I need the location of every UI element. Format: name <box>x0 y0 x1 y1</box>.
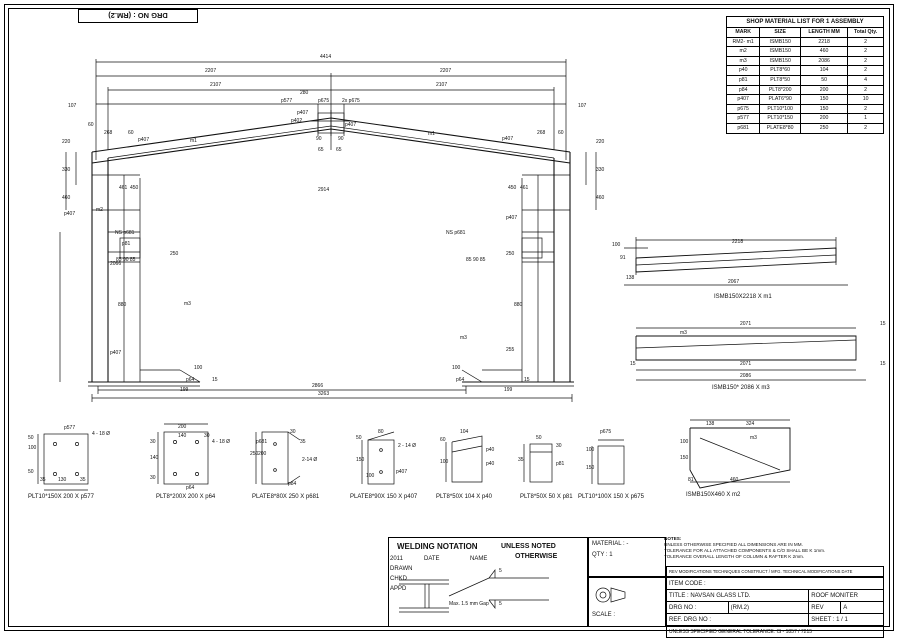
table-cell: 2 <box>848 56 884 66</box>
table-cell: 4 <box>848 75 884 85</box>
d6-label-30: 30 <box>556 443 562 449</box>
table-cell: 250 <box>801 123 848 133</box>
d2-label-4-18: 4 - 18 Ø <box>212 439 231 445</box>
year-label: 2011 <box>390 556 403 562</box>
dim-2207-left: 2207 <box>205 68 217 74</box>
d7-label-p675: p675 <box>600 429 612 435</box>
label-p407-apex-right: p407 <box>345 122 357 128</box>
label-p407-left2: p407 <box>64 211 76 217</box>
label-2xp675: 2x p675 <box>342 98 360 104</box>
d6-label-35: 35 <box>518 457 524 463</box>
drawn-label: DRAWN <box>390 566 413 572</box>
detail-7-caption: PLT10*100X 150 X p675 <box>578 494 644 500</box>
sv1-dim-2067: 2067 <box>728 279 740 285</box>
label-p407-right2: p407 <box>506 215 518 221</box>
material-label: MATERIAL : - <box>592 541 629 547</box>
drg-no-tag-label: DRG NO : (RM.2) <box>108 11 168 20</box>
table-cell: 150 <box>801 95 848 105</box>
table-cell: PLT10*100 <box>760 104 801 114</box>
d3-label-p681: p681 <box>256 439 268 445</box>
item-code-label: ITEM CODE : <box>667 578 884 590</box>
table-cell: 2 <box>848 85 884 95</box>
label-100-right: 100 <box>452 365 461 371</box>
col-mark: MARK <box>727 28 760 38</box>
sv1-dim-91: 91 <box>620 255 626 261</box>
detail-4-caption: PLATE8*90X 150 X p407 <box>350 494 418 500</box>
label-220-left: 220 <box>62 139 71 145</box>
scale-label: SCALE : <box>592 612 616 618</box>
table-cell: p81 <box>727 75 760 85</box>
label-60b: 60 <box>128 130 134 136</box>
label-p407-left3: p407 <box>110 350 122 356</box>
detail-5-caption: PLT8*50X 104 X p40 <box>436 494 492 500</box>
scale-box <box>588 577 666 627</box>
label-p64-left: p64 <box>186 377 195 383</box>
sv1-dim-2218: 2218 <box>732 239 744 245</box>
d1-label-35a: 35 <box>40 477 46 483</box>
label-90-right: 90 <box>338 136 344 142</box>
label-85-90-85-right: 85 90 85 <box>466 257 486 263</box>
table-cell: RM2- m1 <box>727 37 760 47</box>
welding-size-bottom: 5 <box>499 601 502 607</box>
d6-label-p81: p81 <box>556 461 565 467</box>
dim-2107-left: 2107 <box>210 82 222 88</box>
d5-label-60: 60 <box>440 437 446 443</box>
title-value: NAVSAN GLASS LTD. <box>690 592 751 599</box>
item-code-row <box>667 578 884 590</box>
label-p402: p402 <box>291 118 303 124</box>
table-cell: 2 <box>848 66 884 76</box>
table-cell: 1 <box>848 114 884 124</box>
table-cell: 104 <box>801 66 848 76</box>
col-length: LENGTH MM <box>801 28 848 38</box>
d5-label-p40b: p40 <box>486 461 495 467</box>
d1-label-50a: 50 <box>28 435 34 441</box>
welding-size-top: 5 <box>499 568 502 574</box>
table-cell: 200 <box>801 114 848 124</box>
table-cell: p675 <box>727 104 760 114</box>
table-cell: 460 <box>801 47 848 57</box>
d5-label-104: 104 <box>460 429 469 435</box>
table-cell: 50 <box>801 75 848 85</box>
title-block-right <box>666 577 884 635</box>
label-ns-p681-left: NS p681 <box>115 230 135 236</box>
detail-1-caption: PLT10*150X 200 X p577 <box>28 494 94 500</box>
table-cell: p577 <box>727 114 760 124</box>
label-85-90-85-left: 85 90 85 <box>116 257 136 263</box>
table-cell: 200 <box>801 85 848 95</box>
sv3-dim-81: 81 <box>688 477 694 483</box>
detail-6-caption: PLT8*50X 50 X p81 <box>520 494 573 500</box>
label-m3-left: m3 <box>184 301 191 307</box>
d4-label-150: 150 <box>356 457 365 463</box>
qty-label: QTY : 1 <box>592 552 613 558</box>
sv3-dim-138: 138 <box>706 421 715 427</box>
d3-label-2-14: 2-14 Ø <box>302 457 318 463</box>
notes-line-2: TOLERANCE FOR ALL ATTACHED COMPONENTS & C/O SHALL BE K 1mm. <box>664 548 826 553</box>
d5-label-p40a: p40 <box>486 447 495 453</box>
part-name-cell: ROOF MONITER <box>809 590 884 602</box>
title-block-table <box>666 577 884 638</box>
col-qty: Total Qty. <box>848 28 884 38</box>
ref-drg-label: REF. DRG NO : <box>667 614 809 626</box>
label-880-left: 880 <box>118 302 127 308</box>
sv3-dim-100: 100 <box>680 439 689 445</box>
d2-label-30c: 30 <box>150 475 156 481</box>
table-cell: p407 <box>727 95 760 105</box>
sheet-label: SHEET : 1 / 1 <box>809 614 884 626</box>
sv2-mark-m3: m3 <box>680 330 687 336</box>
d6-label-50: 50 <box>536 435 542 441</box>
table-cell: p40 <box>727 66 760 76</box>
d2-label-30b: 30 <box>150 439 156 445</box>
label-255-right: 255 <box>506 347 515 353</box>
label-m2: m2 <box>96 207 103 213</box>
welding-gap-note: Max. 1.5 mm Gap <box>449 601 489 607</box>
d4-label-100: 100 <box>366 473 375 479</box>
table-cell: ISMB150 <box>760 47 801 57</box>
name-label: NAME <box>470 556 488 562</box>
sv2-dim-2071-bot: 2071 <box>740 361 752 367</box>
label-60-left: 60 <box>88 122 94 128</box>
label-m3-right: m3 <box>460 335 467 341</box>
label-p64-right: p64 <box>456 377 465 383</box>
label-199-left: 199 <box>180 387 189 393</box>
label-220-right: 220 <box>596 139 605 145</box>
welding-subtitle-1: UNLESS NOTED <box>501 543 556 550</box>
drg-no-label: DRG NO : <box>667 602 729 614</box>
appd-label: APPD <box>390 586 407 592</box>
dim-3263: 3263 <box>318 391 330 397</box>
title-row <box>667 590 884 602</box>
table-cell: ISMB150 <box>760 56 801 66</box>
table-cell: PLATE8*80 <box>760 123 801 133</box>
label-2914: 2914 <box>318 187 330 193</box>
label-60-right: 60 <box>558 130 564 136</box>
sv2-dim-15b: 15 <box>630 361 636 367</box>
d1-label-4-18: 4 - 18 Ø <box>92 431 111 437</box>
d1-label-130: 130 <box>58 477 67 483</box>
d2-label-200: 200 <box>178 424 187 430</box>
d3-label-250: 250 <box>250 451 259 457</box>
table-cell: p681 <box>727 123 760 133</box>
d2-label-p64: p64 <box>186 485 195 491</box>
notes-line-3: TOLERANCE OVERALL LENGTH OF COLUMN & RAFTER K 2mm. <box>664 554 805 559</box>
d2-label-30a: 30 <box>204 433 210 439</box>
label-107-left: 107 <box>68 103 77 109</box>
sv2-caption: ISMB150* 2086 X m3 <box>712 385 770 391</box>
sv3-dim-324: 324 <box>746 421 755 427</box>
rev-table-header: REV MODIFICATIONS TECHNIQUES CONSTRUCT / MFG. TECHNICAL MODIFICATIONS DATE <box>669 569 853 574</box>
label-p675: p675 <box>318 98 330 104</box>
material-list-header: SHOP MATERIAL LIST FOR 1 ASSEMBLY <box>726 16 884 27</box>
label-268: 268 <box>104 130 113 136</box>
label-330-right: 330 <box>596 167 605 173</box>
welding-title: WELDING NOTATION <box>397 542 478 551</box>
d1-label-35b: 35 <box>80 477 86 483</box>
title-value-cell <box>667 590 809 602</box>
label-460-right: 460 <box>596 195 605 201</box>
drgno-row <box>667 602 884 614</box>
material-qty-box <box>588 537 666 577</box>
notes-line-1: UNLESS OTHERWISE SPECIFIED ALL DIMENSIONS ARE IN MM. <box>664 542 803 547</box>
d2-label-140a: 140 <box>178 433 187 439</box>
label-90-left: 90 <box>316 136 322 142</box>
dim-2107-right: 2107 <box>436 82 448 88</box>
d4-label-80: 80 <box>378 429 384 435</box>
table-cell: 2086 <box>801 56 848 66</box>
d1-label-50b: 50 <box>28 469 34 475</box>
sv3-dim-150: 150 <box>680 455 689 461</box>
sv3-caption: ISMB150X460 X m2 <box>686 492 741 498</box>
table-cell: 2 <box>848 37 884 47</box>
label-461-right: 461 <box>520 185 529 191</box>
d1-label-100: 100 <box>28 445 37 451</box>
table-cell: PLT8*200 <box>760 85 801 95</box>
sv2-dim-2071-top: 2071 <box>740 321 752 327</box>
table-cell: PLT10*150 <box>760 114 801 124</box>
table-cell: m2 <box>727 47 760 57</box>
detail-2-caption: PLT8*200X 200 X p64 <box>156 494 216 500</box>
label-450-right: 450 <box>508 185 517 191</box>
table-cell: PLT8*50 <box>760 75 801 85</box>
drg-no-value: (RM.2) <box>728 602 809 614</box>
label-ns-p681-right: NS p681 <box>446 230 466 236</box>
d1-label-p577: p577 <box>64 425 76 431</box>
label-p407-right: p407 <box>502 136 514 142</box>
notes-title: NOTES: <box>664 536 682 541</box>
label-250-left: 250 <box>170 251 179 257</box>
label-461-left: 461 <box>119 185 128 191</box>
label-p407-left: p407 <box>138 137 150 143</box>
label-460-left: 460 <box>62 195 71 201</box>
table-cell: ISMB150 <box>760 37 801 47</box>
welding-subtitle-2: OTHERWISE <box>515 553 558 560</box>
table-cell: 2 <box>848 123 884 133</box>
label-107-right: 107 <box>578 103 587 109</box>
drawn-table-lines <box>388 537 588 627</box>
d4-label-p407: p407 <box>396 469 408 475</box>
d7-label-100: 100 <box>586 447 595 453</box>
projection-symbol-icon <box>593 582 629 608</box>
table-cell: 150 <box>801 104 848 114</box>
rev-value: A <box>841 602 884 614</box>
col-size: SIZE <box>760 28 801 38</box>
sv1-dim-138: 138 <box>626 275 635 281</box>
label-100-left: 100 <box>194 365 203 371</box>
sv3-dim-460: 460 <box>730 477 739 483</box>
dim-2207-right: 2207 <box>440 68 452 74</box>
sv2-dim-2086: 2086 <box>740 373 752 379</box>
title-label: TITLE : <box>669 592 689 599</box>
label-p577: p577 <box>281 98 293 104</box>
sv1-dim-100: 100 <box>612 242 621 248</box>
general-tolerance: UNLESS SPECIFIED GENERAL TOLERANCE: IS - 1857 / 7215 <box>667 626 884 638</box>
label-268-right: 268 <box>537 130 546 136</box>
d5-label-100: 100 <box>440 459 449 465</box>
table-cell: 2 <box>848 104 884 114</box>
label-280: 280 <box>300 90 309 96</box>
dim-2866: 2866 <box>312 383 324 389</box>
table-cell: m3 <box>727 56 760 66</box>
table-cell: PLAT6*90 <box>760 95 801 105</box>
sv2-dim-15c: 15 <box>880 361 886 367</box>
label-15-left: 15 <box>212 377 218 383</box>
d2-label-140b: 140 <box>150 455 159 461</box>
d3-label-35: 35 <box>300 439 306 445</box>
label-m1-left: m1 <box>190 138 197 144</box>
date-label: DATE <box>424 556 440 562</box>
sv3-mark-m3: m3 <box>750 435 757 441</box>
d3-label-p84: p84 <box>288 481 297 487</box>
label-65-right: 65 <box>336 147 342 153</box>
d4-label-50: 50 <box>356 435 362 441</box>
table-cell: 2218 <box>801 37 848 47</box>
label-p407-apex-left: p407 <box>297 110 309 116</box>
table-cell: p84 <box>727 85 760 95</box>
label-880-right: 880 <box>514 302 523 308</box>
label-2066: 2066 <box>110 261 122 267</box>
dim-4414: 4414 <box>320 54 332 60</box>
rev-label: REV <box>809 602 841 614</box>
table-cell: PLT8*60 <box>760 66 801 76</box>
label-m1-right: m1 <box>428 131 435 137</box>
label-450-left: 450 <box>130 185 139 191</box>
label-199-right: 199 <box>504 387 513 393</box>
notes-block <box>664 536 882 560</box>
d7-label-150: 150 <box>586 465 595 471</box>
d4-label-2-14: 2 - 14 Ø <box>398 443 417 449</box>
d3-label-200: 200 <box>258 451 267 457</box>
label-15-right: 15 <box>524 377 530 383</box>
label-p81-left: p81 <box>122 241 131 247</box>
detail-3-caption: PLATE8*80X 250 X p681 <box>252 494 320 500</box>
table-cell: 10 <box>848 95 884 105</box>
label-65-left: 65 <box>318 147 324 153</box>
d3-label-30: 30 <box>290 429 296 435</box>
sv1-caption: ISMB150X2218 X m1 <box>714 294 772 300</box>
label-250-right: 250 <box>506 251 515 257</box>
table-cell: 2 <box>848 47 884 57</box>
chkd-label: CHKD <box>390 576 408 582</box>
rev-table-header-box <box>666 566 884 577</box>
label-330-left: 330 <box>62 167 71 173</box>
sv2-dim-15a: 15 <box>880 321 886 327</box>
ref-drg-row <box>667 614 884 626</box>
